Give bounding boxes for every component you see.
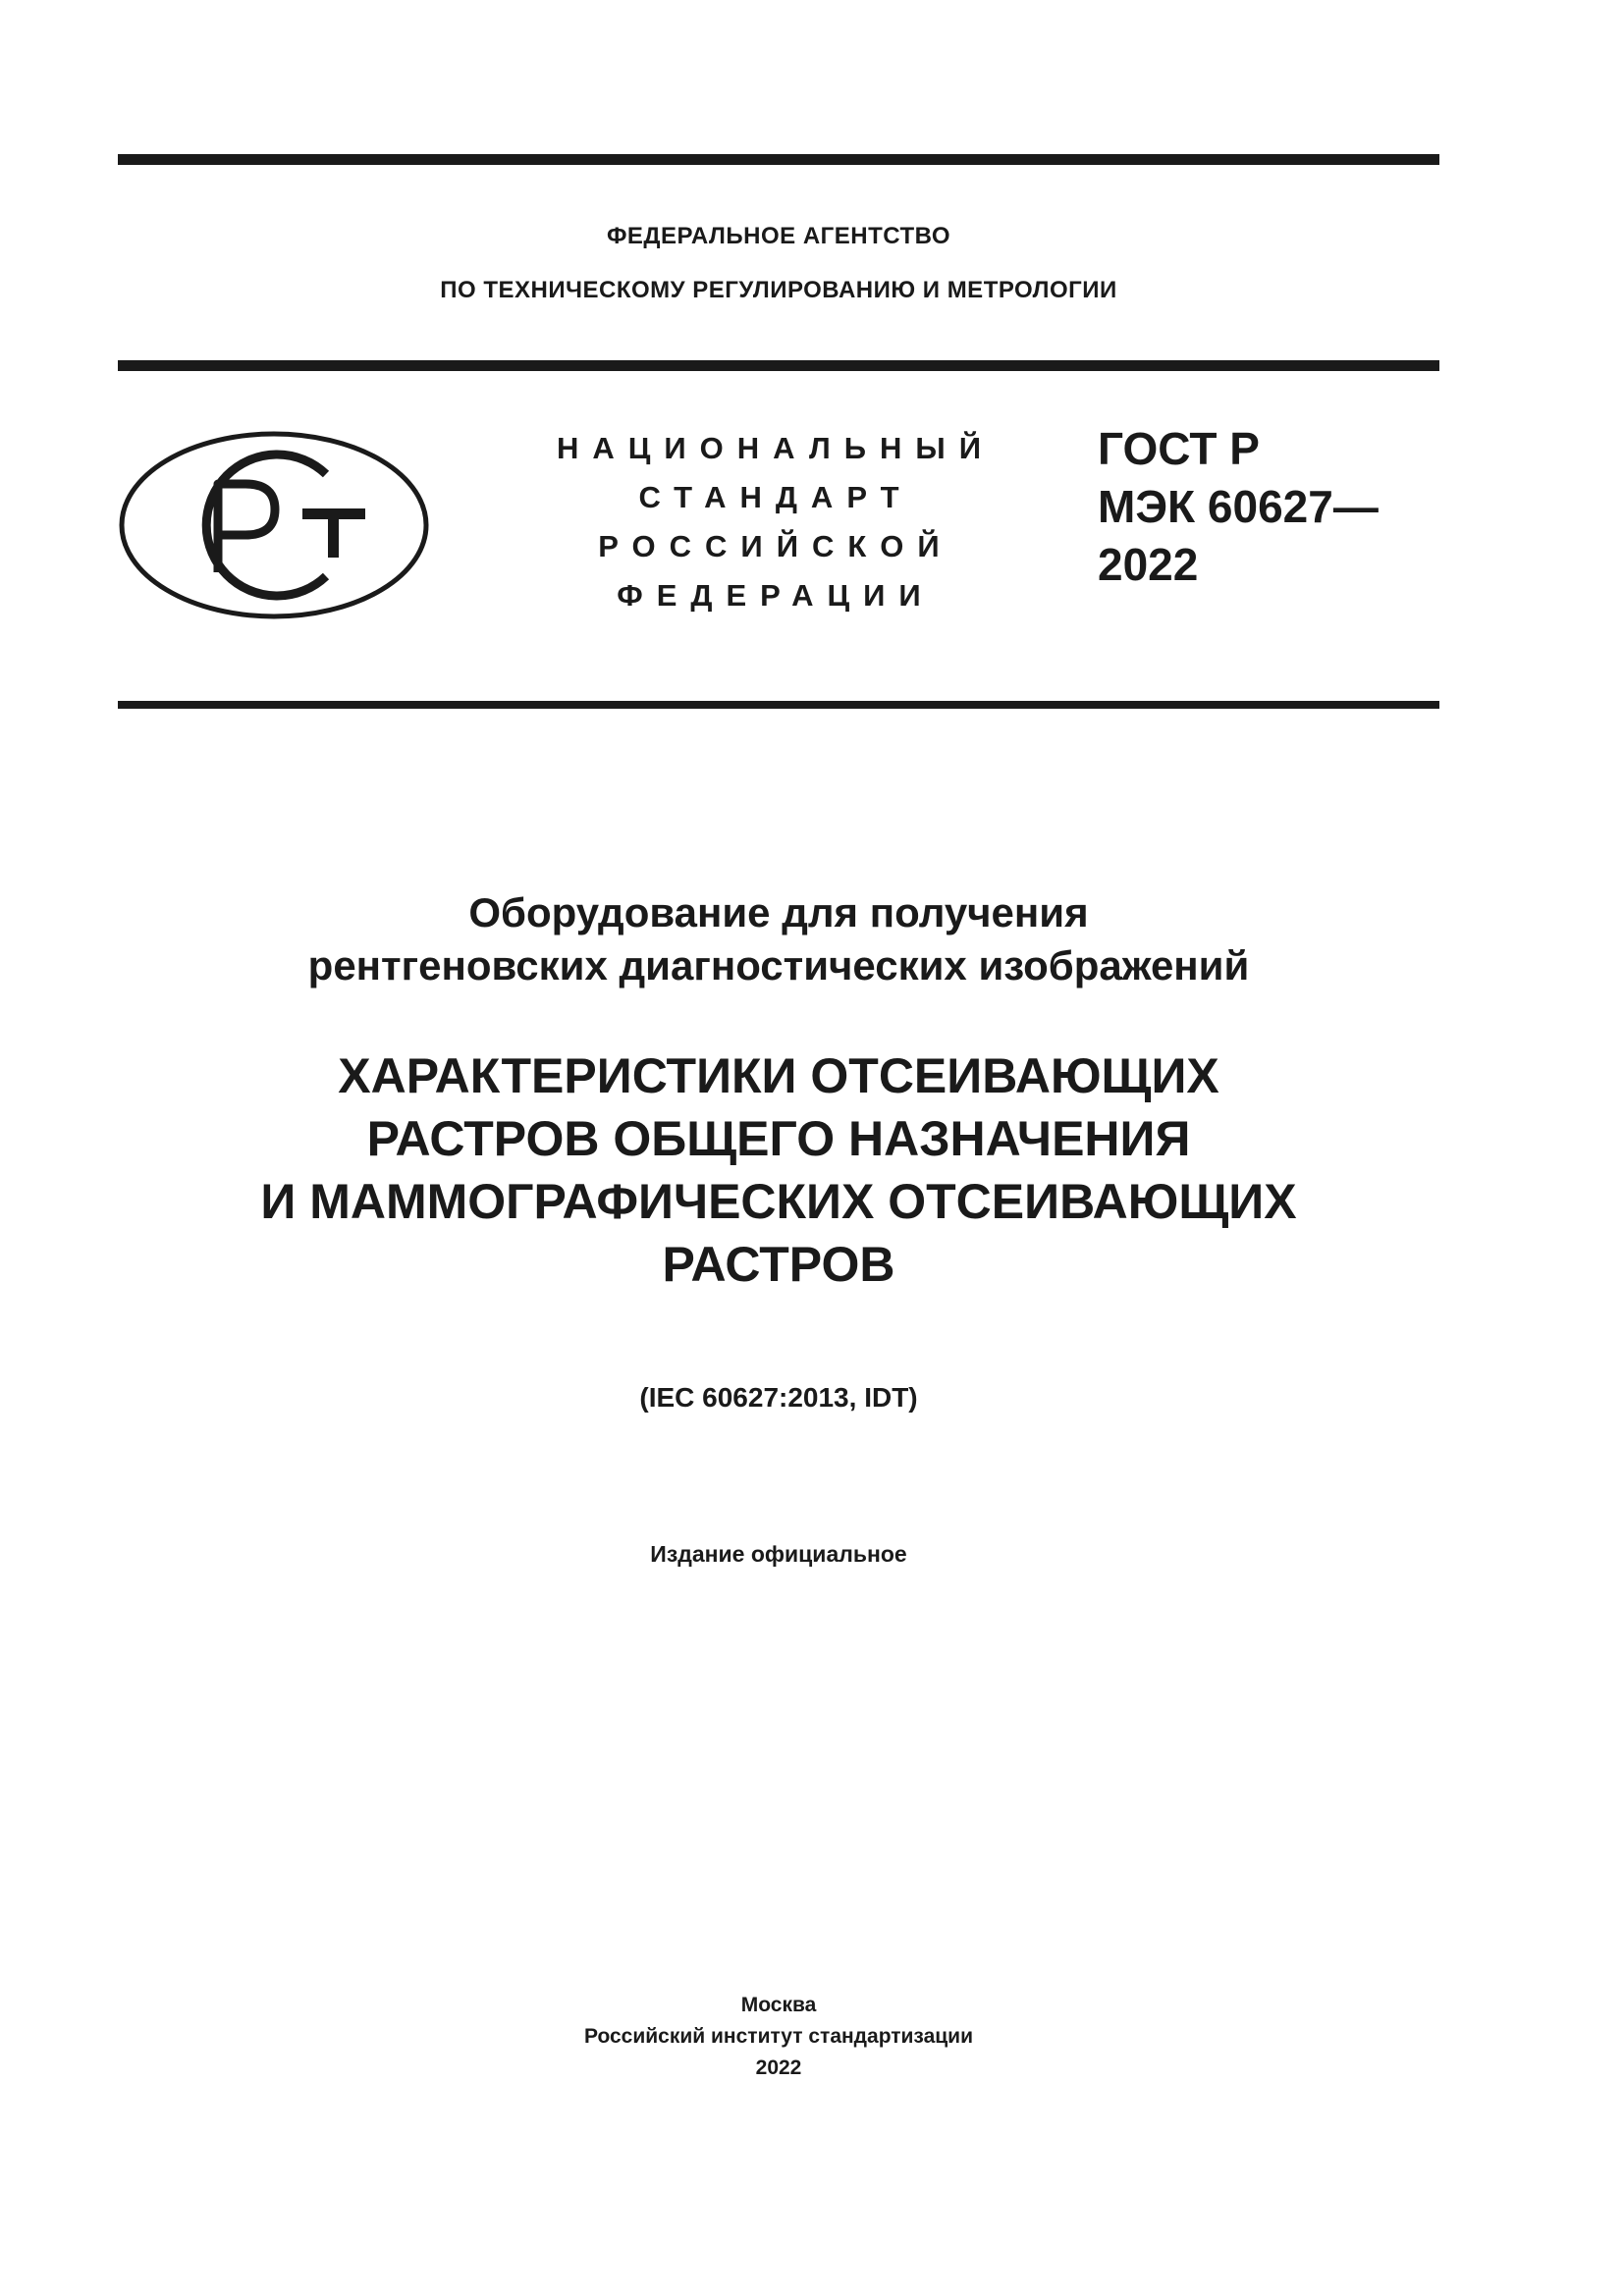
national-standard-line: НАЦИОНАЛЬНЫЙ (556, 431, 996, 465)
designation-line: 2022 (1098, 539, 1199, 590)
subtitle-line: Оборудование для получения (468, 889, 1089, 935)
agency-name-line1: ФЕДЕРАЛЬНОЕ АГЕНТСТВО (606, 223, 951, 249)
title-line: ХАРАКТЕРИСТИКИ ОТСЕИВАЮЩИХ (338, 1048, 1219, 1103)
designation-line: МЭК 60627— (1098, 481, 1379, 532)
bottom-divider (118, 701, 1439, 709)
top-divider (118, 154, 1439, 165)
publisher-year: 2022 (755, 2056, 802, 2079)
standard-designation (1098, 420, 1379, 594)
designation-line: ГОСТ Р (1098, 423, 1260, 474)
title-line: И МАММОГРАФИЧЕСКИХ ОТСЕИВАЮЩИХ (260, 1174, 1297, 1229)
national-standard-line: ФЕДЕРАЦИИ (617, 578, 935, 613)
document-title (118, 1044, 1439, 1296)
publisher-city: Москва (740, 1994, 817, 2016)
title-line: РАСТРОВ (662, 1237, 895, 1292)
title-line: РАСТРОВ ОБЩЕГО НАЗНАЧЕНИЯ (366, 1111, 1191, 1166)
national-standard-line: РОССИЙСКОЙ (598, 529, 953, 563)
edition-label: Издание официальное (650, 1541, 907, 1567)
agency-name-line2: ПО ТЕХНИЧЕСКОМУ РЕГУЛИРОВАНИЮ И МЕТРОЛОГИИ (440, 277, 1117, 303)
publisher-block (118, 1990, 1439, 2084)
publisher-name: Российский институт стандартизации (583, 2025, 974, 2048)
document-subtitle (118, 886, 1439, 992)
national-standard-label (550, 424, 1001, 620)
iec-reference: (IEC 60627:2013, IDT) (639, 1382, 918, 1413)
national-standard-line: СТАНДАРТ (638, 480, 913, 514)
gost-r-emblem-icon (116, 427, 432, 623)
subtitle-line: рентгеновских диагностических изображений (307, 942, 1250, 988)
middle-divider (118, 360, 1439, 371)
